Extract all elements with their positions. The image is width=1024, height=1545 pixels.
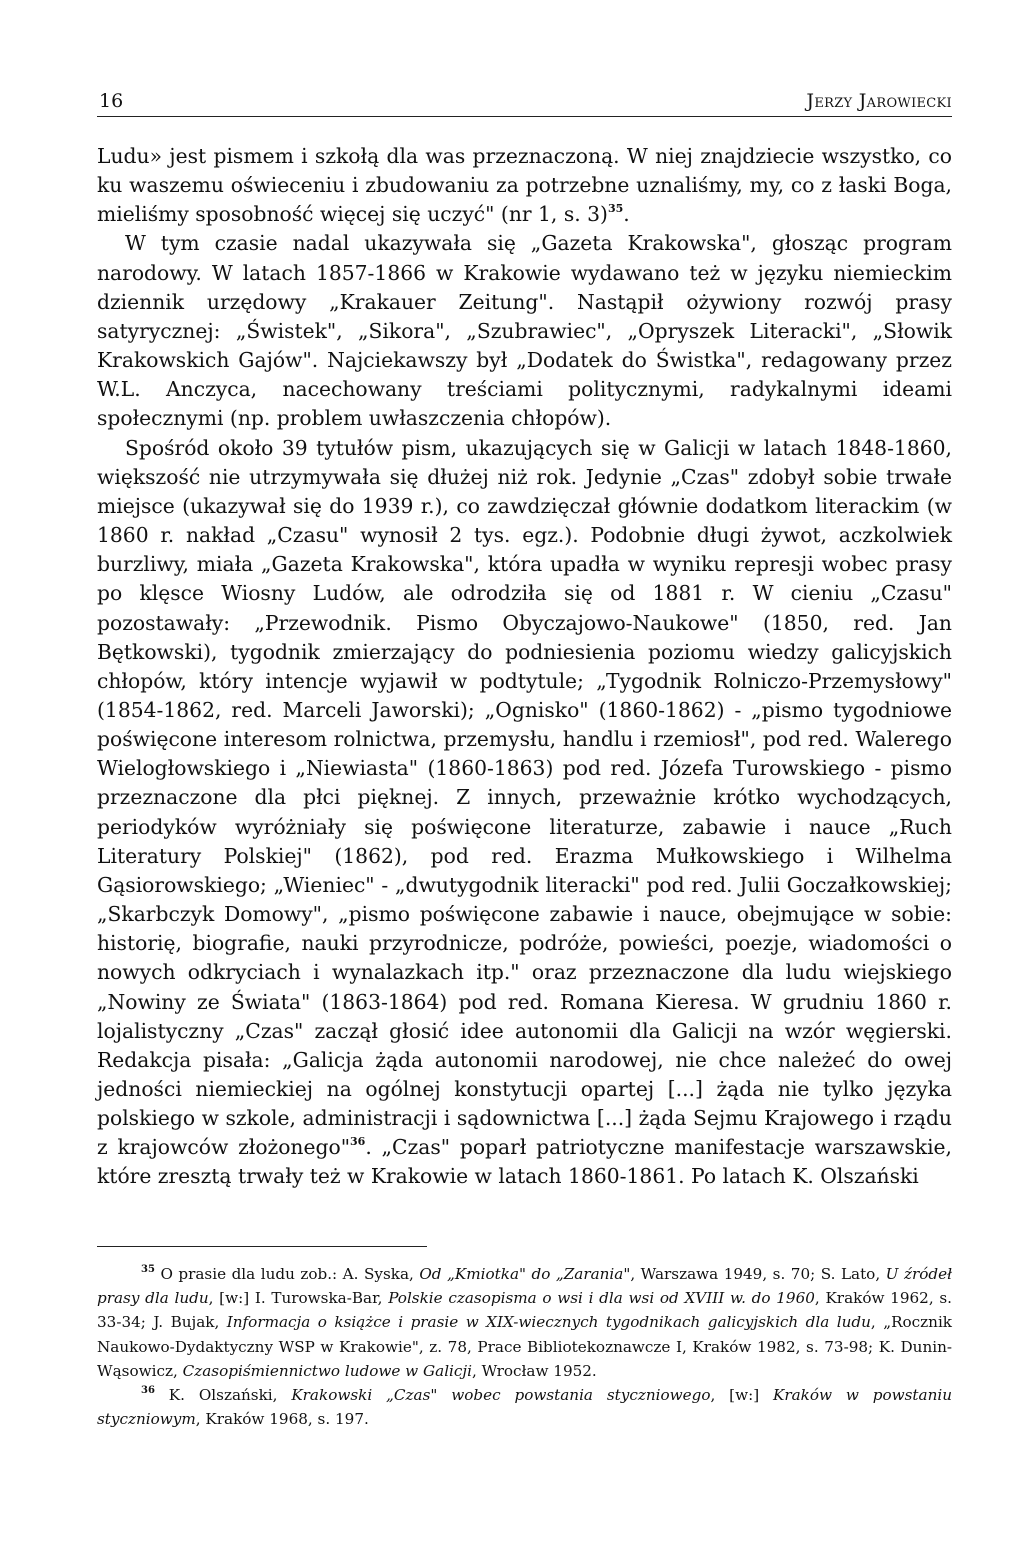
paragraph: W tym czasie nadal ukazywała się „Gazeta Krakowska", głosząc program narodowy. W latach 1857-1866 w Krakowie wydawano też w języku niemieckim dziennik urzędowy „Krakauer Zeitung". Nastąpił ożywiony rozwój prasy satyrycznej: „Świstek", „Sikora", „Szubrawiec", „Opryszek Literacki", „Słowik Krakowskich Gajów". Najciekawszy był „Dodatek do Świstka", redagowany przez W.L. Anczyca, nacechowany treściami politycznymi, radykalnymi ideami społecznymi (np. problem uwłaszczenia chłopów).	[97, 231, 952, 431]
footnote-number: 36	[141, 1385, 155, 1397]
footnote-title: Polskie czasopisma o wsi i dla wsi od XVIII w. do 1960	[388, 1289, 815, 1308]
main-text	[97, 142, 952, 1192]
footnote-title: U źródeł prasy dla ludu	[97, 1265, 953, 1308]
footnotes	[97, 1262, 952, 1431]
paragraph-text: . „Czas" poparł patriotyczne manifestacje warszawskie, które zresztą trwały też w Krakowie w latach 1860-1861. Po latach K. Olszański	[97, 1135, 952, 1189]
footnote-ref: 35	[607, 202, 624, 216]
footnote-number: 35	[141, 1264, 155, 1275]
paragraph	[97, 142, 952, 229]
footnote-text: K. Olszański,	[168, 1386, 292, 1405]
footnote-text: , Warszawa 1949, s. 70; S. Lato,	[630, 1265, 886, 1283]
footnote-title: Informacja o książce i prasie w XIX-wiecznych tygodnikach galicyjskich dla ludu	[226, 1313, 871, 1332]
footnote-text: , Kraków 1968, s. 197.	[195, 1410, 369, 1429]
footnote-35	[97, 1262, 952, 1383]
footnote-text: , [w:] I. Turowska-Bar,	[208, 1289, 389, 1308]
paragraph-text: Ludu» jest pismem i szkołą dla was przeznaczoną. W niej znajdziecie wszystko, co ku waszemu oświeceniu i zbudowaniu za potrzebne uznaliśmy, my, co z łaski Boga, mieliśmy sposobność więcej się uczyć" (nr 1, s. 3)	[97, 144, 952, 227]
footnote-title: Krakowski „Czas" wobec powstania styczniowego	[291, 1386, 711, 1405]
footnote-36	[97, 1383, 952, 1431]
running-head: Jerzy Jarowiecki	[806, 90, 952, 112]
footnote-title: Od „Kmiotka" do „Zarania"	[419, 1265, 631, 1283]
page-number: 16	[99, 90, 124, 112]
paragraph	[97, 434, 952, 1192]
footnote-ref: 36	[350, 1135, 366, 1149]
footnote-divider	[97, 1246, 427, 1247]
footnote-text: O prasie dla ludu zob.: A. Syska,	[160, 1265, 420, 1283]
paragraph-text: Spośród około 39 tytułów pism, ukazujących się w Galicji w latach 1848-1860, większość nie utrzymywała się dłużej niż rok. Jedynie „Czas" zdobył sobie trwałe miejsce (ukazywał się do 1939 r.), co zawdzięczał głównie dodatkom literackim (w 1860 r. nakład „Czasu" wynosił 2 tys. egz.). Podobnie długi żywot, aczkolwiek burzliwy, miała „Gazeta Krakowska", która upadła w wyniku represji wobec prasy po klęsce Wiosny Ludów, ale odrodziła się od 1881 r. W cieniu „Czasu" pozostawały: „Przewodnik. Pismo Obyczajowo-Naukowe" (1850, red. Jan Bętkowski), tygodnik zmierzający do podniesienia poziomu wiedzy galicyjskich chłopów, który intencje wyjawił w podtytule; „Tygodnik Rolniczo-Przemysłowy" (1854-1862, red. Marceli Jaworski); „Ognisko" (1860-1862) - „pismo tygodniowe poświęcone interesom rolnictwa, przemysłu, handlu i rzemiosł", pod red. Walerego Wielogłowskiego i „Niewiasta" (1860-1863) pod red. Józefa Turowskiego - pismo przeznaczone dla płci pięknej. Z innych, przeważnie krótko wychodzących, periodyków wyróżniały się poświęcone literaturze, zabawie i nauce „Ruch Literatury Polskiej" (1862), pod red. Erazma Mułkowskiego i Wilhelma Gąsiorowskiego; „Wieniec" - „dwutygodnik literacki" pod red. Julii Goczałkowskiej; „Skarbczyk Domowy", „pismo poświęcone zabawie i nauce, obejmujące w sobie: historię, biografie, nauki przyrodnicze, podróże, powieści, poezje, wiadomości o nowych odkryciach i wynalazkach itp." oraz przeznaczone dla ludu wiejskiego „Nowiny ze Świata" (1863-1864) pod red. Romana Kieresa. W grudniu 1860 r. lojalistyczny „Czas" zaczął głosić idee autonomii dla Galicji na wzór węgierski. Redakcja pisała: „Galicja żąda autonomii narodowej, nie chce należeć do owej jedności niemieckiej na ogólnej konstytucji opartej [...] żąda nie tylko języka polskiego w szkole, administracji i sądownictwa [...] żąda Sejmu Krajowego i rządu z krajowców złożonego"	[97, 435, 952, 1160]
footnote-text: , Wrocław 1952.	[471, 1361, 597, 1380]
paragraph-text: .	[623, 202, 630, 227]
footnote-title: Kraków w powstaniu styczniowym	[97, 1386, 952, 1429]
footnote-text: , [w:]	[710, 1386, 774, 1405]
footnote-title: Czasopiśmiennictwo ludowe w Galicji	[182, 1361, 472, 1380]
footnote-text: , „Rocznik Naukowo-Dydaktyczny WSP w Krakowie", z. 78, Prace Bibliotekoznawcze I, Kraków 1982, s. 73-98; K. Dunin-Wąsowicz,	[97, 1313, 953, 1380]
footnote-text: , Kraków 1962, s. 33-34; J. Bujak,	[97, 1289, 952, 1332]
page-header	[97, 82, 952, 117]
